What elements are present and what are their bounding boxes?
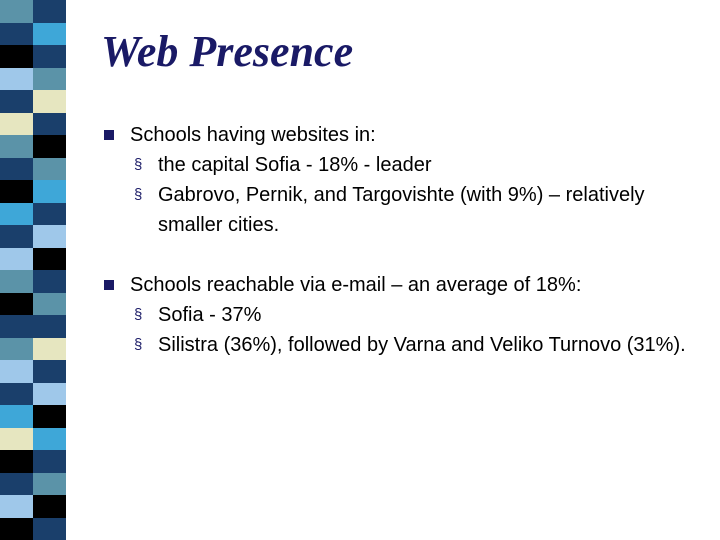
bullet-group	[104, 270, 704, 360]
stripe-block	[0, 68, 66, 91]
stripe-cell	[33, 270, 66, 293]
sub-bullet-item	[132, 330, 704, 360]
stripe-cell	[33, 135, 66, 158]
stripe-block	[0, 270, 66, 293]
stripe-block	[0, 405, 66, 428]
decorative-stripe	[0, 0, 66, 540]
sub-bullet-item	[132, 300, 704, 330]
stripe-cell	[0, 383, 33, 406]
stripe-cell	[0, 428, 33, 451]
stripe-cell	[33, 450, 66, 473]
stripe-block	[0, 225, 66, 248]
sub-bullet-text: the capital Sofia - 18% - leader	[158, 154, 432, 176]
section-bullet-icon: §	[134, 156, 143, 173]
stripe-cell	[0, 248, 33, 271]
stripe-cell	[0, 68, 33, 91]
bullet-item	[104, 270, 704, 300]
sub-bullet-item	[132, 150, 704, 180]
sub-bullet-text: Sofia - 37%	[158, 304, 262, 326]
stripe-cell	[0, 495, 33, 518]
stripe-cell	[33, 0, 66, 23]
stripe-cell	[0, 90, 33, 113]
stripe-cell	[33, 315, 66, 338]
stripe-cell	[0, 0, 33, 23]
stripe-block	[0, 518, 66, 540]
stripe-cell	[0, 338, 33, 361]
stripe-cell	[33, 158, 66, 181]
stripe-block	[0, 113, 66, 136]
stripe-cell	[33, 203, 66, 226]
stripe-cell	[0, 405, 33, 428]
stripe-block	[0, 293, 66, 316]
slide-title: Web Presence	[101, 27, 354, 76]
stripe-cell	[33, 383, 66, 406]
stripe-cell	[33, 23, 66, 46]
stripe-cell	[0, 23, 33, 46]
stripe-cell	[33, 248, 66, 271]
bullet-text: Schools having websites in:	[130, 124, 376, 146]
slide-body	[104, 120, 704, 390]
stripe-cell	[33, 495, 66, 518]
stripe-cell	[0, 113, 33, 136]
stripe-cell	[33, 293, 66, 316]
stripe-cell	[0, 45, 33, 68]
stripe-block	[0, 360, 66, 383]
stripe-cell	[0, 203, 33, 226]
stripe-block	[0, 383, 66, 406]
stripe-cell	[33, 225, 66, 248]
stripe-block	[0, 203, 66, 226]
stripe-cell	[33, 90, 66, 113]
stripe-cell	[33, 405, 66, 428]
stripe-cell	[33, 180, 66, 203]
stripe-block	[0, 338, 66, 361]
bullet-item	[104, 120, 704, 150]
stripe-block	[0, 315, 66, 338]
sub-bullet-text: Silistra (36%), followed by Varna and Veliko Turnovo (31%).	[158, 334, 686, 356]
stripe-block	[0, 23, 66, 46]
stripe-cell	[33, 338, 66, 361]
stripe-cell	[0, 135, 33, 158]
square-bullet-icon	[104, 130, 114, 140]
stripe-cell	[33, 473, 66, 496]
stripe-cell	[0, 450, 33, 473]
stripe-cell	[33, 360, 66, 383]
stripe-block	[0, 473, 66, 496]
stripe-block	[0, 135, 66, 158]
stripe-cell	[0, 473, 33, 496]
stripe-block	[0, 45, 66, 68]
square-bullet-icon	[104, 280, 114, 290]
stripe-cell	[0, 360, 33, 383]
stripe-block	[0, 0, 66, 23]
stripe-block	[0, 90, 66, 113]
stripe-cell	[0, 158, 33, 181]
stripe-cell	[0, 293, 33, 316]
section-bullet-icon: §	[134, 336, 143, 353]
stripe-cell	[0, 518, 33, 540]
stripe-cell	[0, 270, 33, 293]
stripe-block	[0, 158, 66, 181]
stripe-cell	[33, 68, 66, 91]
stripe-cell	[33, 45, 66, 68]
section-bullet-icon: §	[134, 186, 143, 203]
stripe-cell	[0, 180, 33, 203]
stripe-block	[0, 428, 66, 451]
section-bullet-icon: §	[134, 306, 143, 323]
stripe-cell	[0, 225, 33, 248]
sub-bullet-text: Gabrovo, Pernik, and Targovishte (with 9%) – relatively smaller cities.	[158, 184, 645, 236]
stripe-cell	[33, 518, 66, 540]
stripe-block	[0, 248, 66, 271]
stripe-block	[0, 180, 66, 203]
stripe-block	[0, 495, 66, 518]
stripe-cell	[33, 428, 66, 451]
bullet-group	[104, 120, 704, 240]
stripe-cell	[33, 113, 66, 136]
sub-bullet-item	[132, 180, 704, 240]
stripe-cell	[0, 315, 33, 338]
bullet-text: Schools reachable via e-mail – an average of 18%:	[130, 274, 582, 296]
stripe-block	[0, 450, 66, 473]
